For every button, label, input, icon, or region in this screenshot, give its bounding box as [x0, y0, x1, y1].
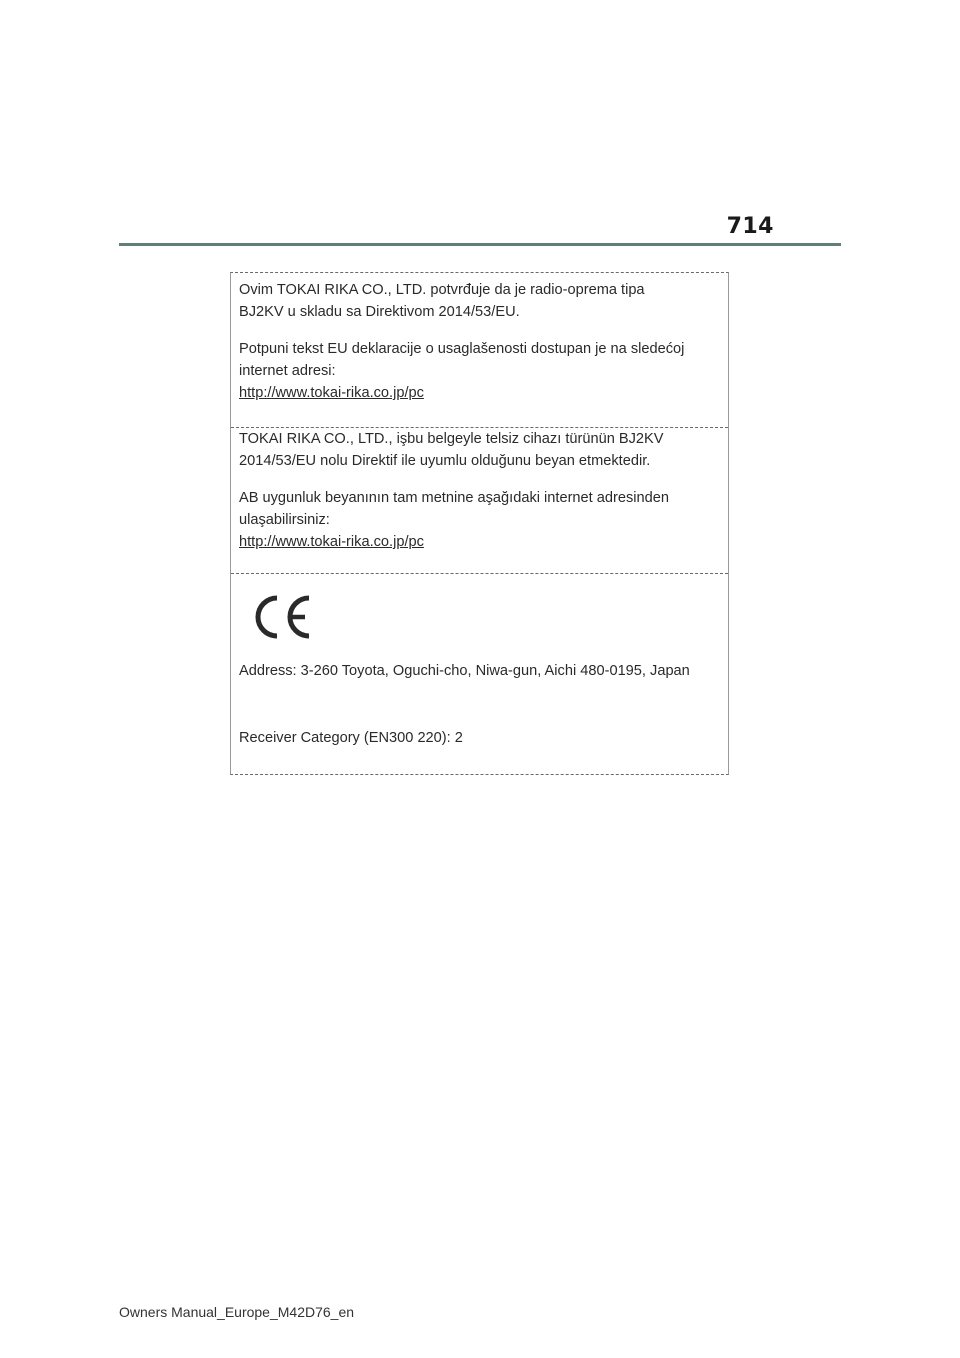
turkish-statement-line2: 2014/53/EU nolu Direktif ile uyumlu olduğunu beyan etmektedir. [239, 453, 651, 469]
serbian-full-text [239, 338, 720, 404]
manufacturer-address: Address: 3-260 Toyota, Oguchi-cho, Niwa-gun, Aichi 480-0195, Japan [239, 663, 690, 679]
receiver-category: Receiver Category (EN300 220): 2 [239, 730, 463, 746]
turkish-full-text [239, 487, 720, 553]
serbian-statement-line2: BJ2KV u skladu sa Direktivom 2014/53/EU. [239, 304, 520, 320]
declaration-box [230, 272, 729, 775]
turkish-full-text-line1: AB uygunluk beyanının tam metnine aşağıdaki internet adresinden [239, 490, 669, 506]
manufacturer-info-section [231, 573, 728, 774]
turkish-declaration-section [231, 427, 728, 573]
ce-mark-icon [249, 594, 313, 640]
serbian-statement [239, 279, 720, 323]
serbian-url-link[interactable]: http://www.tokai-rika.co.jp/pc [239, 385, 424, 401]
header-rule [119, 243, 841, 246]
turkish-statement [239, 428, 720, 472]
serbian-statement-line1: Ovim TOKAI RIKA CO., LTD. potvrđuje da je radio-oprema tipa [239, 282, 645, 298]
serbian-full-text-line1: Potpuni tekst EU deklaracije o usaglašenosti dostupan je na sledećoj [239, 341, 685, 357]
footer-manual-id: Owners Manual_Europe_M42D76_en [119, 1304, 355, 1320]
turkish-statement-line1: TOKAI RIKA CO., LTD., işbu belgeyle telsiz cihazı türünün BJ2KV [239, 431, 664, 447]
page-number: 714 [726, 214, 774, 239]
turkish-full-text-line2: ulaşabilirsiniz: [239, 512, 330, 528]
turkish-url-link[interactable]: http://www.tokai-rika.co.jp/pc [239, 534, 424, 550]
serbian-declaration-section [231, 279, 728, 429]
serbian-full-text-line2: internet adresi: [239, 363, 336, 379]
